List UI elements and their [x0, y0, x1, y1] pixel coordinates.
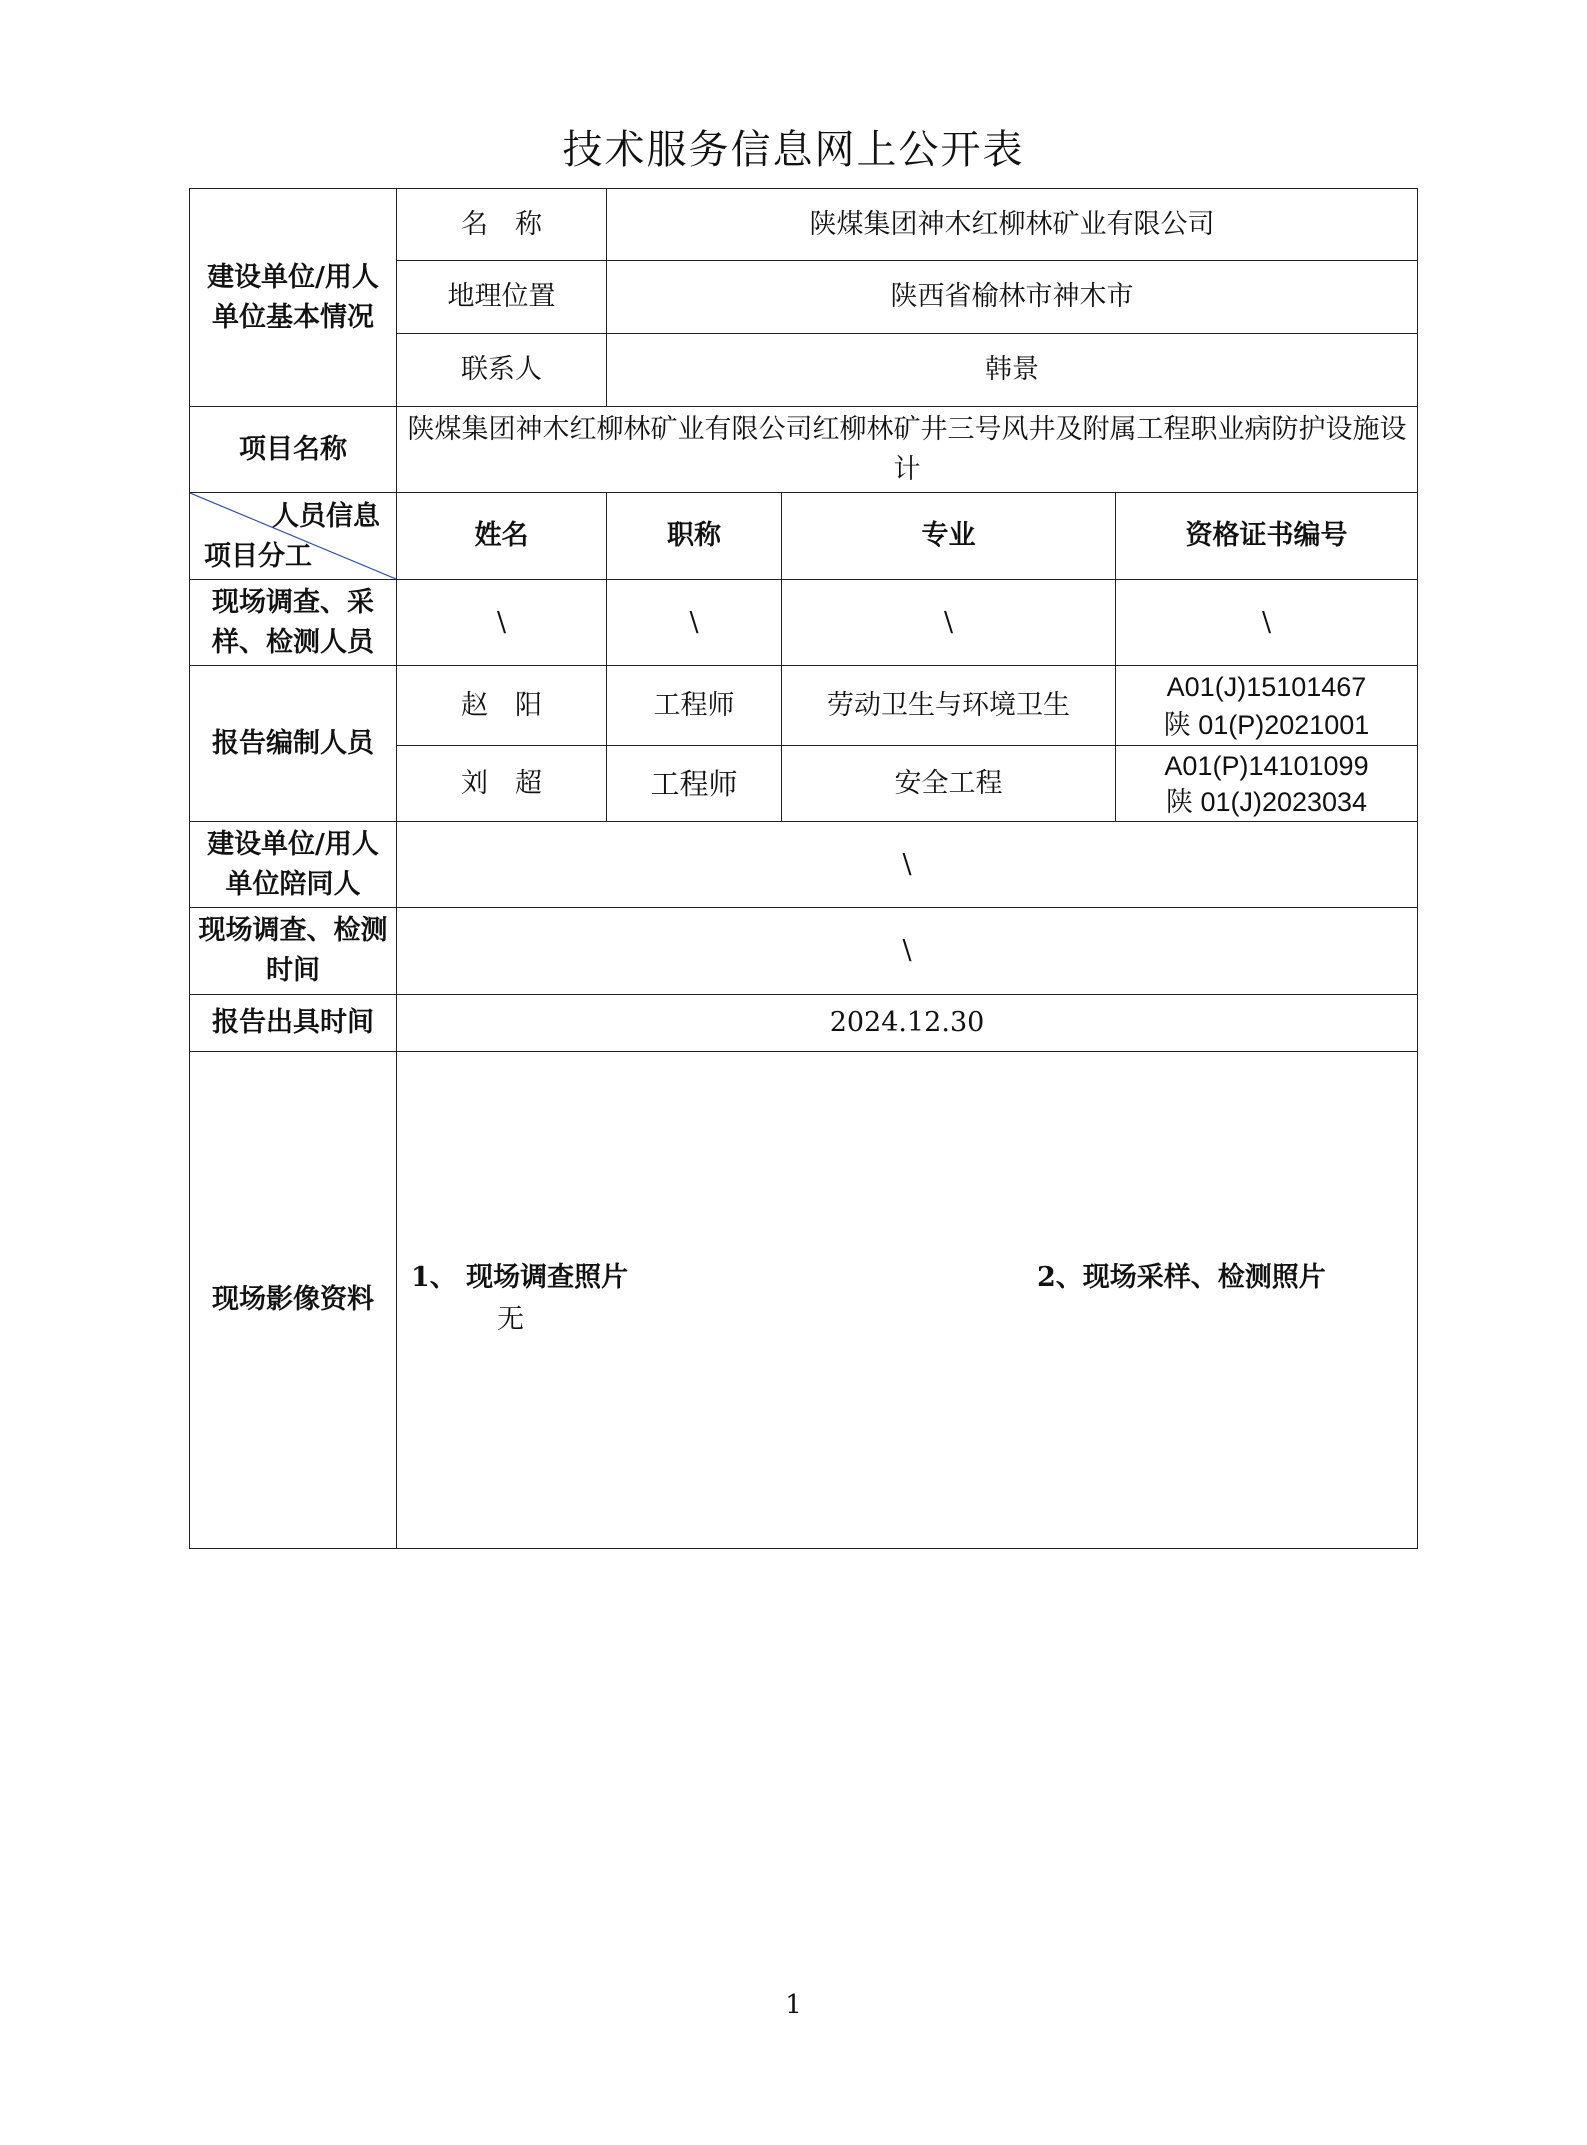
cert-number: A01(P)14101099 — [1164, 750, 1369, 781]
page-title: 技术服务信息网上公开表 — [562, 127, 1025, 173]
staff-major: 安全工程 — [782, 746, 1116, 822]
survey-staff-cert: \ — [1116, 580, 1418, 666]
survey-staff-label: 现场调查、采样、检测人员 — [190, 580, 397, 666]
survey-photos-heading: 1、 现场调查照片 — [411, 1262, 629, 1293]
report-date-label: 报告出具时间 — [190, 995, 397, 1052]
name-label: 名 称 — [397, 189, 607, 261]
diag-bottom-label: 项目分工 — [204, 541, 312, 572]
location-label: 地理位置 — [397, 261, 607, 334]
staff-name: 赵 阳 — [397, 666, 607, 746]
diag-top-label: 人员信息 — [272, 501, 380, 532]
row-escort — [190, 822, 1418, 908]
staff-name: 刘 超 — [397, 746, 607, 822]
contact-value: 韩景 — [607, 334, 1418, 407]
media-label: 现场影像资料 — [190, 1052, 397, 1549]
cert-number: 陕 01(J)2023034 — [1165, 786, 1368, 817]
contact-label: 联系人 — [397, 334, 607, 407]
info-table — [189, 188, 1418, 1549]
diagonal-header-cell — [190, 493, 397, 580]
cert-number: A01(J)15101467 — [1166, 671, 1367, 702]
project-label: 项目名称 — [190, 407, 397, 493]
col-major-header: 专业 — [782, 493, 1116, 580]
staff-title: 工程师 — [607, 746, 782, 822]
survey-time-label: 现场调查、检测时间 — [190, 908, 397, 995]
staff-cert — [1116, 746, 1418, 822]
table-row — [190, 666, 1418, 746]
sampling-photos-heading: 2、现场采样、检测照片 — [1037, 1262, 1326, 1293]
row-unit-name — [190, 189, 1418, 261]
location-value: 陕西省榆林市神木市 — [607, 261, 1418, 334]
survey-staff-title: \ — [607, 580, 782, 666]
report-date-value: 2024.12.30 — [397, 995, 1418, 1052]
escort-value: \ — [397, 822, 1418, 908]
survey-photos-note: 无 — [497, 1304, 524, 1335]
survey-time-value: \ — [397, 908, 1418, 995]
staff-cert — [1116, 666, 1418, 746]
row-survey-time — [190, 908, 1418, 995]
unit-name-value: 陕煤集团神木红柳林矿业有限公司 — [607, 189, 1418, 261]
row-survey-staff — [190, 580, 1418, 666]
col-title-header: 职称 — [607, 493, 782, 580]
row-media — [190, 1052, 1418, 1549]
staff-major: 劳动卫生与环境卫生 — [782, 666, 1116, 746]
row-header — [190, 493, 1418, 580]
page-number: 1 — [785, 1990, 802, 2020]
survey-staff-name: \ — [397, 580, 607, 666]
staff-title: 工程师 — [607, 666, 782, 746]
row-report-date — [190, 995, 1418, 1052]
col-cert-header: 资格证书编号 — [1116, 493, 1418, 580]
unit-info-label: 建设单位/用人单位基本情况 — [190, 189, 397, 407]
project-value: 陕煤集团神木红柳林矿业有限公司红柳林矿井三号风井及附属工程职业病防护设施设计 — [397, 407, 1418, 493]
row-project — [190, 407, 1418, 493]
report-staff-label: 报告编制人员 — [190, 666, 397, 822]
survey-staff-major: \ — [782, 580, 1116, 666]
cert-number: 陕 01(P)2021001 — [1163, 709, 1370, 740]
col-name-header: 姓名 — [397, 493, 607, 580]
escort-label: 建设单位/用人单位陪同人 — [190, 822, 397, 908]
media-content — [397, 1052, 1418, 1549]
